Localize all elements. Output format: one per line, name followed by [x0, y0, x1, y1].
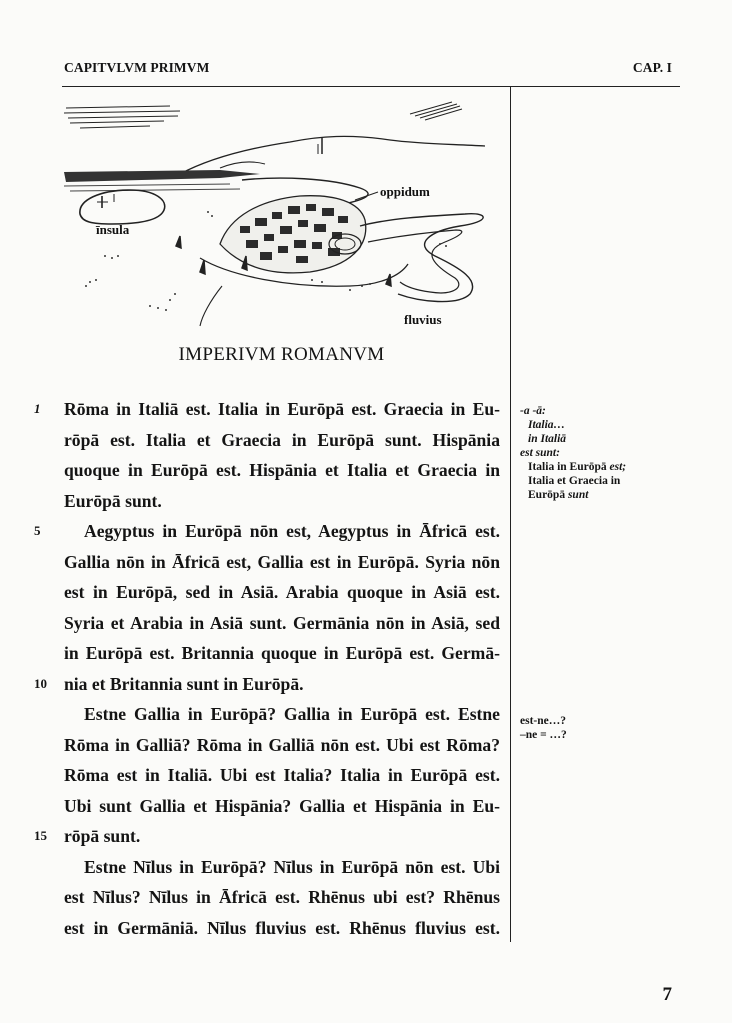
- line-number: 1: [34, 401, 41, 416]
- text-line: 5 Aegyptus in Eurōpā nōn est, Aegyptus in Āfricā est.: [64, 516, 500, 547]
- town-buildings: [220, 196, 366, 273]
- text-line: 10 nia et Britannia sunt in Eurōpā.: [64, 669, 500, 700]
- river-line-outer: [360, 214, 483, 302]
- header-rule: [62, 86, 680, 87]
- river-line-inner: [368, 230, 462, 293]
- margin-note-line: in Italiā: [528, 433, 567, 445]
- line-number: 10: [34, 675, 47, 691]
- text-line: est in Eurōpā, sed in Asiā. Arabia quoque in Asiā est.: [64, 582, 500, 602]
- label-fluvius: fluvius: [404, 312, 442, 327]
- sea-horizon: [64, 170, 260, 182]
- text-line: Ubi sunt Gallia et Hispānia? Gallia et Hispānia in Eu-: [64, 795, 500, 816]
- sky-hatching-right: [410, 102, 462, 120]
- text-line: Estne Gallia in Eurōpā? Gallia in Eurōpā est. Estne: [84, 704, 500, 724]
- page-number: 7: [662, 984, 672, 1005]
- text-line: in Eurōpā est. Britannia quoque in Eurōpā est. Germā-: [64, 643, 500, 663]
- margin-column-rule: [510, 86, 511, 942]
- running-head-right: CAP. I: [632, 60, 672, 75]
- text-line: Rōma est in Italiā. Ubi est Italia? Italia in Eurōpā est.: [64, 765, 500, 785]
- text-line: 15 rōpā sunt.: [64, 821, 500, 852]
- text-line: Gallia nōn in Āfricā est, Gallia est in Eurōpā. Syria nōn: [64, 551, 500, 572]
- margin-note-line: est sunt:: [520, 447, 560, 459]
- hill-line: [180, 136, 485, 174]
- main-text: [34, 394, 500, 943]
- margin-note-line: –ne = …?: [520, 729, 567, 741]
- text-line: est in Germāniā. Nīlus fluvius est. Rhēnus fluvius est.: [64, 917, 500, 938]
- map-illustration: [60, 96, 500, 336]
- text-line: Eurōpā sunt.: [64, 490, 162, 511]
- margin-note-line: est-ne…?: [520, 715, 566, 727]
- text-line: Syria et Arabia in Asiā sunt. Germānia nōn in Asiā, sed: [64, 612, 500, 633]
- text-line: Rōma in Galliā? Rōma in Galliā nōn est. Ubi est Rōma?: [64, 734, 500, 755]
- margin-note-line: -a -ā:: [520, 405, 546, 417]
- island-shape: [80, 190, 165, 224]
- label-oppidum: oppidum: [380, 184, 430, 199]
- text-line: Estne Nīlus in Eurōpā? Nīlus in Eurōpā nōn est. Ubi: [84, 856, 500, 877]
- chapter-title: IMPERIVM ROMANVM: [178, 344, 385, 365]
- running-head-left: CAPITVLVM PRIMVM: [64, 60, 210, 75]
- margin-note-line: Italia et Graecia in: [528, 475, 621, 487]
- text-line: quoque in Eurōpā est. Hispānia et Italia et Graecia in: [64, 460, 500, 480]
- margin-note-declension: [520, 404, 660, 502]
- margin-note-line: Italia…: [528, 419, 566, 431]
- margin-note-question: [520, 714, 660, 742]
- label-insula: īnsula: [96, 222, 130, 237]
- margin-note-line: Italia in Eurōpā est;: [528, 461, 627, 473]
- line-number: 5: [34, 523, 41, 538]
- text-line: rōpā est. Italia et Graecia in Eurōpā sunt. Hispānia: [64, 429, 500, 450]
- margin-note-line: Eurōpā sunt: [528, 489, 589, 501]
- sky-hatching: [64, 106, 180, 128]
- line-number: 15: [34, 828, 47, 843]
- text-line: 1 Rōma in Italiā est. Italia in Eurōpā est. Graecia in Eu-: [64, 394, 500, 425]
- text-line: est Nīlus? Nīlus in Āfricā est. Rhēnus ubi est? Rhēnus: [64, 887, 500, 907]
